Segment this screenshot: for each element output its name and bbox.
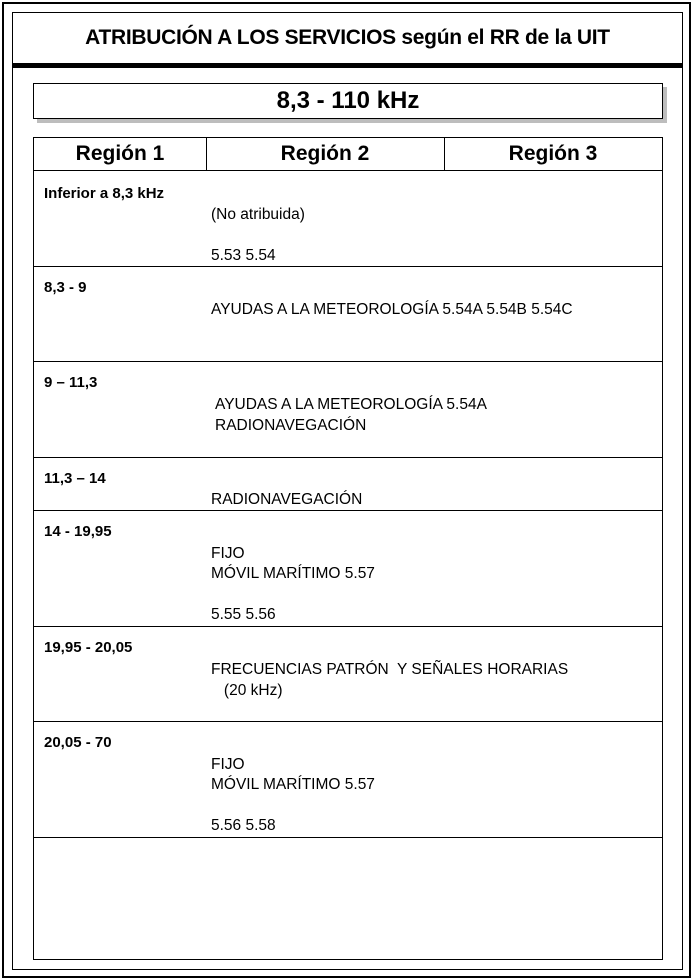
band-label: 11,3 – 14 <box>44 470 106 487</box>
page-frame <box>2 2 691 978</box>
table-row <box>34 458 662 511</box>
table-row <box>34 627 662 722</box>
allocation-line: (20 kHz) <box>211 682 283 699</box>
band-label: 14 - 19,95 <box>44 523 112 540</box>
band-label: 20,05 - 70 <box>44 734 112 751</box>
band-label: 8,3 - 9 <box>44 279 87 296</box>
allocation-line: MÓVIL MARÍTIMO 5.57 <box>211 565 375 582</box>
allocation-line: FIJO <box>211 756 245 773</box>
allocation-line: FRECUENCIAS PATRÓN Y SEÑALES HORARIAS <box>211 661 569 678</box>
frequency-band-box <box>33 83 663 119</box>
footnote-line: 5.53 5.54 <box>211 247 276 264</box>
allocation-line: RADIONAVEGACIÓN <box>215 417 367 434</box>
footnote-line: 5.56 5.58 <box>211 817 276 834</box>
allocation-line: MÓVIL MARÍTIMO 5.57 <box>211 776 375 793</box>
allocation-table <box>33 137 663 960</box>
band-label: 19,95 - 20,05 <box>44 639 133 656</box>
table-row <box>34 511 662 627</box>
table-row <box>34 722 662 838</box>
page-title: ATRIBUCIÓN A LOS SERVICIOS según el RR de la UIT <box>85 26 610 49</box>
table-row <box>34 267 662 362</box>
title-bar <box>13 13 682 68</box>
frequency-band-label: 8,3 - 110 kHz <box>276 87 420 114</box>
inner-frame <box>12 12 683 970</box>
table-row <box>34 171 662 267</box>
header-region-2: Región 2 <box>206 138 445 170</box>
footnote-line: 5.55 5.56 <box>211 606 276 623</box>
allocation-line: (No atribuida) <box>211 206 305 223</box>
allocation-line: FIJO <box>211 545 245 562</box>
band-label: 9 – 11,3 <box>44 374 98 391</box>
header-region-1: Región 1 <box>34 138 207 170</box>
table-row <box>34 362 662 458</box>
allocation-line: AYUDAS A LA METEOROLOGÍA 5.54A 5.54B 5.54C <box>211 301 573 318</box>
table-header <box>34 138 662 171</box>
header-region-3: Región 3 <box>508 142 598 165</box>
band-label: Inferior a 8,3 kHz <box>44 185 165 202</box>
allocation-line: AYUDAS A LA METEOROLOGÍA 5.54A <box>215 396 487 413</box>
allocation-line: RADIONAVEGACIÓN <box>211 491 363 508</box>
